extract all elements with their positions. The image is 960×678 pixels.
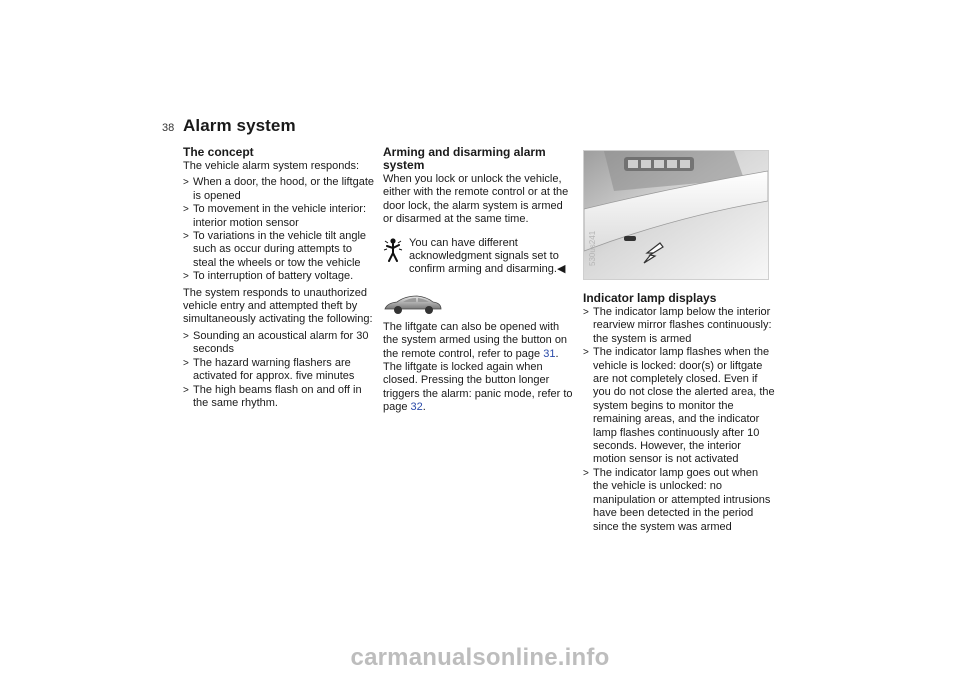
person-symbol-icon (383, 237, 403, 263)
end-mark-icon: ◀ (556, 263, 566, 276)
list-item: > The indicator lamp goes out when the vehicle is unlocked: no manipulation or attempted intrusions have been detected in the period since the system was armed (583, 467, 775, 534)
list-item: > The indicator lamp flashes when the vehicle is locked: door(s) or liftgate are not completely closed. Even if you do not close the alerted area, the system begins to monitor the remaining areas, and the indicator lamp flashes continuously after 10 seconds. However, the interior motion sensor is not activated (583, 346, 775, 467)
indicator-section (583, 292, 775, 537)
list-item: > The hazard warning flashers are activated for approx. five minutes (183, 357, 375, 384)
liftgate-paragraph (383, 321, 575, 415)
arming-section (383, 146, 575, 418)
page-link-31[interactable]: 31 (543, 347, 556, 360)
mirror-illustration (584, 151, 768, 279)
list-item: > When a door, the hood, or the liftgate is opened (183, 176, 375, 203)
page-number: 38 (162, 122, 175, 134)
figure-label: 530us241 (588, 230, 597, 266)
note-block (383, 237, 575, 277)
watermark: carmanualsonline.info (350, 644, 610, 671)
list-item: > To interruption of battery voltage. (183, 270, 375, 283)
car-symbol-icon (383, 291, 443, 317)
liftgate-text-b: . The liftgate is locked again when closed. Pressing the button longer triggers the alarm: panic mode, refer to page (383, 347, 573, 414)
concept-paragraph: The system responds to unauthorized vehicle entry and attempted theft by simultaneously activating the following: (183, 286, 373, 326)
list-item: > Sounding an acoustical alarm for 30 seconds (183, 330, 375, 357)
page-link-32[interactable]: 32 (410, 401, 423, 414)
arming-paragraph: When you lock or unlock the vehicle, either with the remote control or at the door lock, the alarm system is armed or disarmed at the same time. (383, 173, 569, 226)
liftgate-text-c: . (422, 401, 426, 414)
concept-actions-list (183, 330, 375, 410)
note-text: You can have different acknowledgment signals set to confirm arming and disarming. (409, 236, 559, 276)
indicator-heading: Indicator lamp displays (583, 291, 717, 305)
list-item: > To variations in the vehicle tilt angle such as occur during attempts to steal the wheels or tow the vehicle (183, 230, 375, 270)
concept-section (183, 146, 375, 413)
concept-responds-list (183, 176, 375, 283)
page-title: Alarm system (183, 116, 296, 135)
list-item: > To movement in the vehicle interior: interior motion sensor (183, 203, 375, 230)
list-item: > The indicator lamp below the interior rearview mirror flashes continuously: the system is armed (583, 306, 775, 346)
list-item: > The high beams flash on and off in the same rhythm. (183, 384, 375, 411)
arming-heading: Arming and disarming alarm system (383, 145, 546, 172)
liftgate-text-a: The liftgate can also be opened with the system armed using the button on the remote control, refer to page (383, 320, 568, 360)
concept-heading: The concept (183, 145, 254, 159)
concept-intro: The vehicle alarm system responds: (183, 160, 360, 172)
indicator-list (583, 306, 775, 534)
rearview-mirror-image (583, 150, 769, 280)
